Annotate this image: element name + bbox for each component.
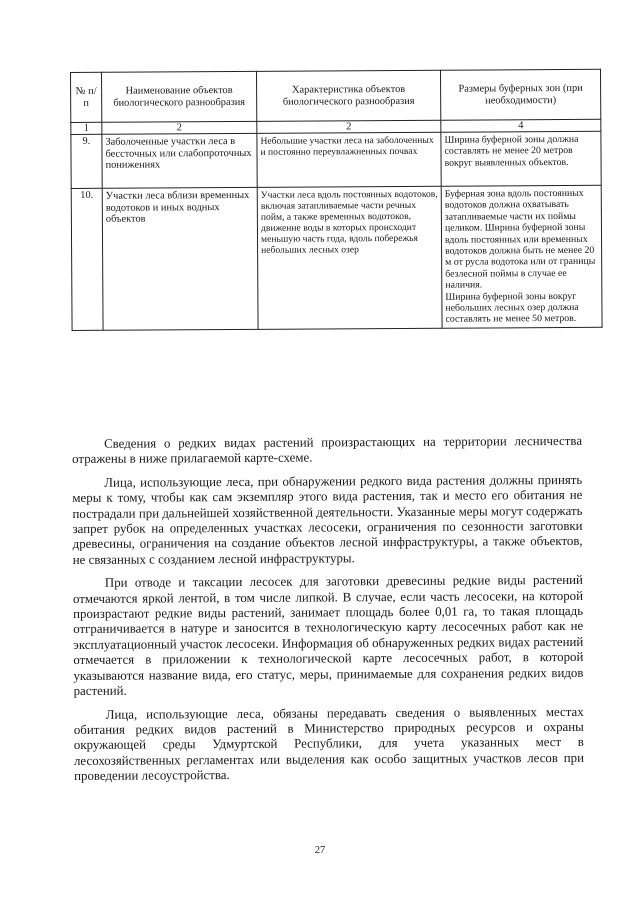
row-buffer-size: Ширина буферной зоны должна составлять не менее 20 метров вокруг выявленных объектов. [441, 131, 601, 186]
paragraph: При отводе и таксации лесосек для заготовки древесины редкие виды растений отмечаются яркой лентой, в том числе липкой. В случае, если часть лесосеки, на которой произрастают редкие виды растений, занимает площадь более 0,01 га, то такая площадь отграничивается в натуре и заносится в технологическую карту лесосечных работ как не эксплуатационный участок лесосеки. Информация об обнаруженных редких видах растений отмечается в приложении к технологической карте лесосечных работ, в которой указываются название вида, его статус, меры, принимаемые для сохранения редких видов растений. [72, 573, 584, 699]
row-object-name: Участки леса вблизи временных водотоков и иных водных объектов [102, 187, 258, 330]
buffer-text-extra: Ширина буферной зоны вокруг небольших лесных озер должна составлять не менее 50 метров. [445, 290, 579, 326]
index-cell: 4 [441, 119, 601, 132]
header-object-name: Наименование объектов биологического разнообразия [102, 71, 257, 122]
index-cell: 2 [257, 120, 441, 133]
header-buffer-size: Размеры буферных зон (при необходимости) [440, 69, 600, 120]
row-characteristic: Небольшие участки леса на заболоченных и постоянно переувлажненных почвах [257, 132, 441, 187]
buffer-text: Буферная зона вдоль постоянных водотоков должна охватывать затапливаемые части их поймы целиком. Ширина буферной зоны вдоль постоянных или временных водотоков должна быть не менее 20 м от русла водотока или от границы безлесной поймы в случае ее наличия. [444, 187, 596, 291]
table-row [71, 131, 601, 188]
header-characteristic: Характеристика объектов биологического разнообразия [256, 70, 440, 121]
biodiversity-table [70, 69, 603, 331]
row-buffer-size [441, 185, 602, 328]
row-number: 10. [71, 188, 103, 330]
body-text [72, 434, 584, 785]
header-number: № п/п [71, 72, 102, 122]
table-header-row [71, 69, 601, 122]
paragraph: Лица, использующие леса, при обнаружении редкого вида растения должны принять меры к тому, чтобы как сам экземпляр этого вида растения, так и место его обитания не пострадали при дальнейшей хозяйственной деятельности. Указанные меры могут содержать запрет рубок на определенных участках лесосеки, ограничения по сезонности заготовки древесины, ограничения на создание объектов лесной инфраструктуры, а также объектов, не связанных с созданием лесной инфраструктуры. [72, 472, 583, 567]
paragraph: Лица, использующие леса, обязаны передавать сведения о выявленных местах обитания редких видов растений в Министерство природных ресурсов и охраны окружающей среды Удмуртской Республики, для учета указанных мест в лесохозяйственных регламентах или выделения как особо защитных участков лесов при проведении лесоустройства. [73, 704, 585, 784]
row-characteristic: Участки леса вдоль постоянных водотоков, включая затапливаемые части речных пойм, а также временных водотоков, движение воды в которых происходит меньшую часть года, вдоль побережья небольших лесных озер [257, 186, 442, 329]
index-cell: 1 [71, 122, 102, 134]
row-number: 9. [71, 134, 102, 188]
index-cell: 2 [102, 121, 257, 134]
table-row [71, 185, 602, 330]
page-number: 27 [314, 845, 326, 856]
row-object-name: Заболоченные участки леса в бессточных или слабопроточных понижениях [102, 133, 257, 188]
paragraph: Сведения о редких видах растений произрастающих на территории лесничества отражены в ниже прилагаемой карте-схеме. [72, 433, 583, 467]
